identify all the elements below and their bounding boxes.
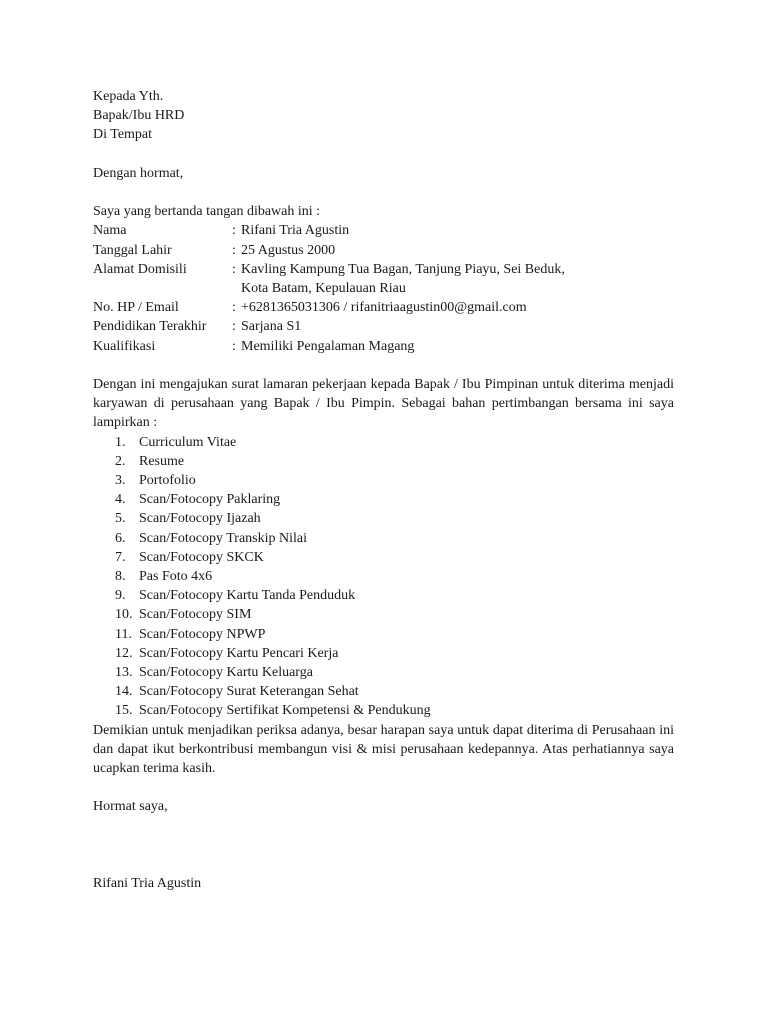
letter-body [93, 87, 674, 893]
recipient-line-1: Kepada Yth. [93, 89, 164, 104]
greeting: Dengan hormat, [93, 165, 184, 181]
attachment-number: 6. [115, 530, 126, 546]
attachment-number: 11. [115, 626, 132, 642]
attachment-text: Scan/Fotocopy Surat Keterangan Sehat [139, 684, 359, 700]
attachment-item [93, 663, 674, 682]
attachment-item [93, 644, 674, 663]
detail-label-empty [93, 279, 232, 298]
detail-label: Tanggal Lahir [93, 242, 172, 258]
attachment-number: 3. [115, 473, 126, 489]
attachment-number: 2. [115, 453, 126, 469]
attachment-item [93, 509, 674, 528]
detail-colon-empty [232, 279, 241, 298]
detail-value: +6281365031306 / rifanitriaagustin00@gmail.com [241, 300, 527, 316]
detail-label: Kualifikasi [93, 338, 156, 354]
detail-colon: : [232, 223, 236, 239]
recipient-line-3: Di Tempat [93, 127, 153, 143]
blank-line [93, 778, 674, 797]
attachment-item [93, 701, 674, 720]
closing-paragraph: Demikian untuk menjadikan periksa adanya, besar harapan saya untuk dapat diterima di Perusahaan ini dan dapat ikut berkontribusi membangun visi & misi perusahaan kedepannya. Atas perhatiannya saya ucapkan terima kasih. [93, 722, 674, 777]
attachment-item [93, 433, 674, 452]
attachment-text: Portofolio [139, 473, 196, 489]
detail-label: Nama [93, 223, 127, 239]
detail-label: No. HP / Email [93, 300, 179, 316]
detail-row-address [93, 260, 674, 279]
attachment-number: 4. [115, 492, 126, 508]
detail-colon: : [232, 242, 236, 258]
body-paragraph: Dengan ini mengajukan surat lamaran pekerjaan kepada Bapak / Ibu Pimpinan untuk diterima menjadi karyawan di perusahaan yang Bapak / Ibu Pimpin. Sebagai bahan pertimbangan bersama ini saya lampirkan : [93, 377, 674, 431]
attachment-item [93, 586, 674, 605]
attachment-text: Scan/Fotocopy Kartu Pencari Kerja [139, 645, 339, 661]
recipient-line-2: Bapak/Ibu HRD [93, 108, 185, 124]
detail-row-birthdate [93, 241, 674, 260]
attachment-text: Scan/Fotocopy SIM [139, 607, 252, 623]
signer-name: Rifani Tria Agustin [93, 876, 202, 892]
blank-line [93, 356, 674, 375]
attachment-item [93, 682, 674, 701]
attachment-text: Curriculum Vitae [139, 434, 237, 450]
detail-row-education [93, 317, 674, 336]
detail-label: Alamat Domisili [93, 261, 187, 277]
detail-value: Rifani Tria Agustin [241, 223, 350, 239]
attachment-item [93, 490, 674, 509]
attachment-text: Scan/Fotocopy Kartu Tanda Penduduk [139, 588, 356, 604]
detail-colon: : [232, 300, 236, 316]
detail-value: Sarjana S1 [241, 319, 302, 335]
attachment-number: 5. [115, 511, 126, 527]
attachment-number: 8. [115, 569, 126, 585]
attachment-item [93, 471, 674, 490]
attachment-text: Scan/Fotocopy Transkip Nilai [139, 530, 308, 546]
detail-value: Memiliki Pengalaman Magang [241, 338, 415, 354]
attachment-number: 14. [115, 684, 133, 700]
attachment-text: Pas Foto 4x6 [139, 569, 213, 585]
attachment-text: Scan/Fotocopy Sertifikat Kompetensi & Pendukung [139, 703, 431, 719]
intro-line: Saya yang bertanda tangan dibawah ini : [93, 204, 321, 220]
attachment-number: 12. [115, 645, 133, 661]
attachment-item [93, 567, 674, 586]
detail-colon: : [232, 338, 236, 354]
attachment-item [93, 529, 674, 548]
attachment-number: 13. [115, 665, 133, 681]
details-table [93, 221, 674, 355]
attachment-number: 9. [115, 588, 126, 604]
detail-value: Kota Batam, Kepulauan Riau [241, 281, 406, 296]
sign-off: Hormat saya, [93, 799, 168, 815]
signature-space [93, 817, 674, 875]
detail-value: Kavling Kampung Tua Bagan, Tanjung Piayu, Sei Beduk, [241, 261, 565, 277]
attachment-number: 1. [115, 434, 126, 450]
detail-row-qualification [93, 337, 674, 356]
attachment-item [93, 625, 674, 644]
attachment-list [93, 433, 674, 721]
attachment-text: Scan/Fotocopy SKCK [139, 549, 264, 565]
detail-value: 25 Agustus 2000 [241, 242, 336, 258]
detail-label: Pendidikan Terakhir [93, 319, 207, 335]
attachment-item [93, 605, 674, 624]
attachment-number: 15. [115, 703, 133, 719]
attachment-item [93, 548, 674, 567]
attachment-text: Scan/Fotocopy Paklaring [139, 492, 281, 508]
detail-row-address-continuation [93, 279, 674, 298]
attachment-text: Scan/Fotocopy Kartu Keluarga [139, 665, 313, 681]
attachment-item [93, 452, 674, 471]
blank-line [93, 183, 674, 202]
attachment-number: 10. [115, 607, 133, 623]
detail-row-contact [93, 298, 674, 317]
attachment-number: 7. [115, 549, 126, 565]
attachment-text: Scan/Fotocopy NPWP [139, 626, 266, 642]
attachment-text: Resume [139, 453, 185, 469]
attachment-text: Scan/Fotocopy Ijazah [139, 511, 261, 527]
blank-line [93, 145, 674, 164]
detail-colon: : [232, 261, 236, 277]
detail-colon: : [232, 319, 236, 335]
detail-row-name [93, 221, 674, 240]
